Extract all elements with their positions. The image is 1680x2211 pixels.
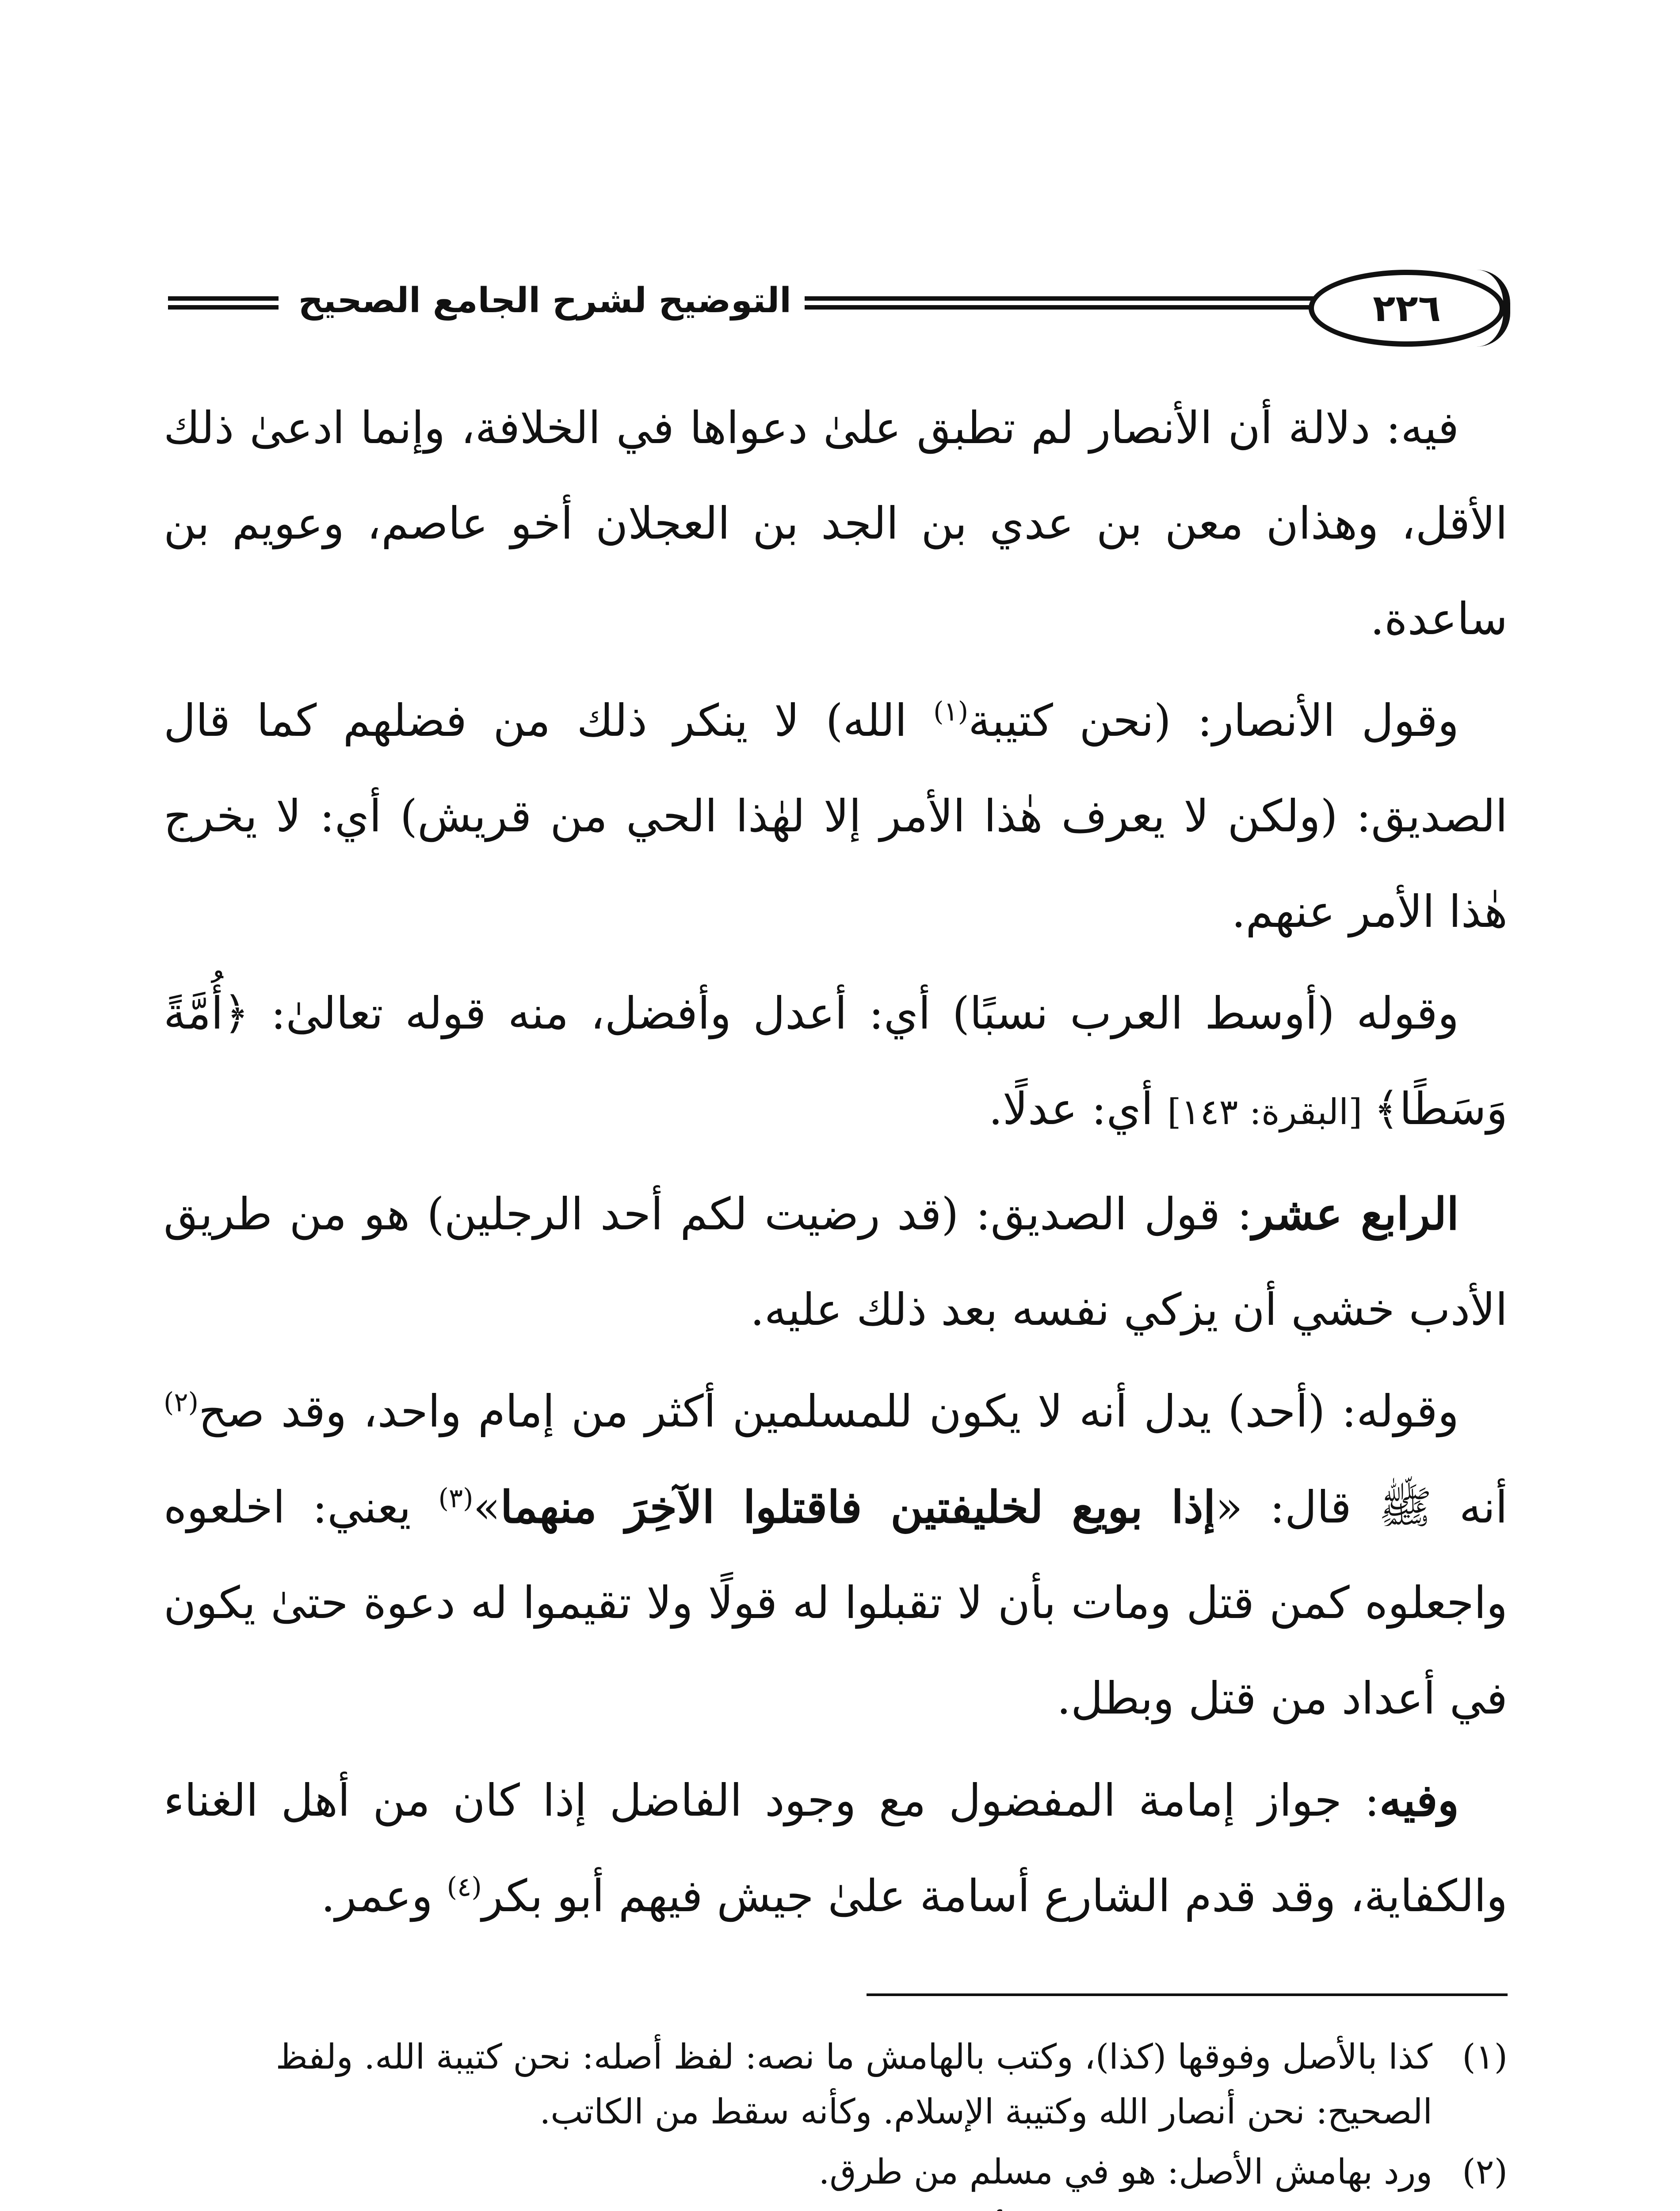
quran-reference: [البقرة: ١٤٣] [1167, 1091, 1374, 1132]
footnote-number: (٢) [1462, 2152, 1508, 2192]
paragraph-1: فيه: دلالة أن الأنصار لم تطبق علىٰ دعواها في الخلافة، وإنما ادعىٰ ذلك الأقل، وهذان معن بن عدي بن الجد بن العجلان أخو عاصم، وعويم بن ساعدة. [164, 402, 1508, 645]
paragraph-4: الرابع عشر: قول الصديق: (قد رضيت لكم أحد الرجلين) هو من طريق الأدب خشي أن يزكي نفسه بعد ذلك عليه. [164, 1188, 1508, 1335]
book-title: التوضيح لشرح الجامع الصحيح [298, 281, 791, 321]
footnote-ref-4[interactable]: (٤) [447, 1871, 482, 1903]
header-rule-left [168, 296, 279, 310]
footnotes [164, 2030, 1508, 2211]
footnote-ref-3[interactable]: (٣) [438, 1483, 473, 1514]
footnote-text [164, 2205, 1432, 2211]
paragraph-3: وقوله (أوسط العرب نسبًا) أي: أعدل وأفضل، منه قوله تعالىٰ: ﴿أُمَّةً وَسَطًا﴾ [البقرة: ١٤٣] أي: عدلًا. [164, 987, 1508, 1135]
main-text [164, 380, 1508, 1950]
paragraph-lead: وفيه [1379, 1774, 1459, 1826]
quran-quote: ﴿أُمَّةً وَسَطًا﴾ [164, 987, 1508, 1135]
paragraph-6: وفيه: جواز إمامة المفضول مع وجود الفاضل إذا كان من أهل الغناء والكفاية، وقد قدم الشارع أسامة علىٰ جيش فيهم أبو بكر$^{(٤)}$ وعمر. [164, 1774, 1508, 1922]
footnote-ref-2[interactable]: (٢) [164, 1387, 199, 1418]
footnote-3 [164, 2205, 1508, 2211]
footnote-2 [164, 2145, 1508, 2200]
footnote-number [1432, 2205, 1508, 2211]
paragraph-5: وقوله: (أحد) يدل أنه لا يكون للمسلمين أكثر من إمام واحد، وقد صح$^{(٢)}$ أنه ﷺ قال: «إذا بويع لخليفتين فاقتلوا الآخِرَ منهما»$^{(٣)}$ يعني: اخلعوه واجعلوه كمن قتل ومات بأن لا تقبلوا له قولًا ولا تقيموا له دعوة حتىٰ يكون في أعداد من قتل وبطل. [164, 1385, 1508, 1724]
footnote-text: كذا بالأصل وفوقها (كذا)، وكتب بالهامش ما نصه: لفظ أصله: نحن كتيبة الله. ولفظ الصحيح: نحن أنصار الله وكتيبة الإسلام. وكأنه سقط من الكاتب. [275, 2037, 1432, 2132]
hadith-text: إذا بويع لخليفتين فاقتلوا الآخِرَ منهما [500, 1481, 1216, 1533]
page-header [168, 265, 1521, 345]
footnote-number: (١) [1462, 2037, 1508, 2077]
page-number: ٢٢٦ [1309, 270, 1505, 347]
header-ornament [1477, 270, 1510, 347]
footnote-1 [164, 2030, 1508, 2139]
footnote-separator [867, 1993, 1508, 1996]
section-heading: الرابع عشر [1252, 1188, 1459, 1240]
paragraph-2: وقول الأنصار: (نحن كتيبة$^{(١)}$ الله) لا ينكر ذلك من فضلهم كما قال الصديق: (ولكن لا يعرف هٰذا الأمر إلا لهٰذا الحي من قريش) أي: لا يخرج هٰذا الأمر عنهم. [164, 695, 1508, 937]
footnote-ref-1[interactable]: (١) [933, 696, 969, 727]
footnote-text: ورد بهامش الأصل: هو في مسلم من طرق. [818, 2152, 1432, 2192]
